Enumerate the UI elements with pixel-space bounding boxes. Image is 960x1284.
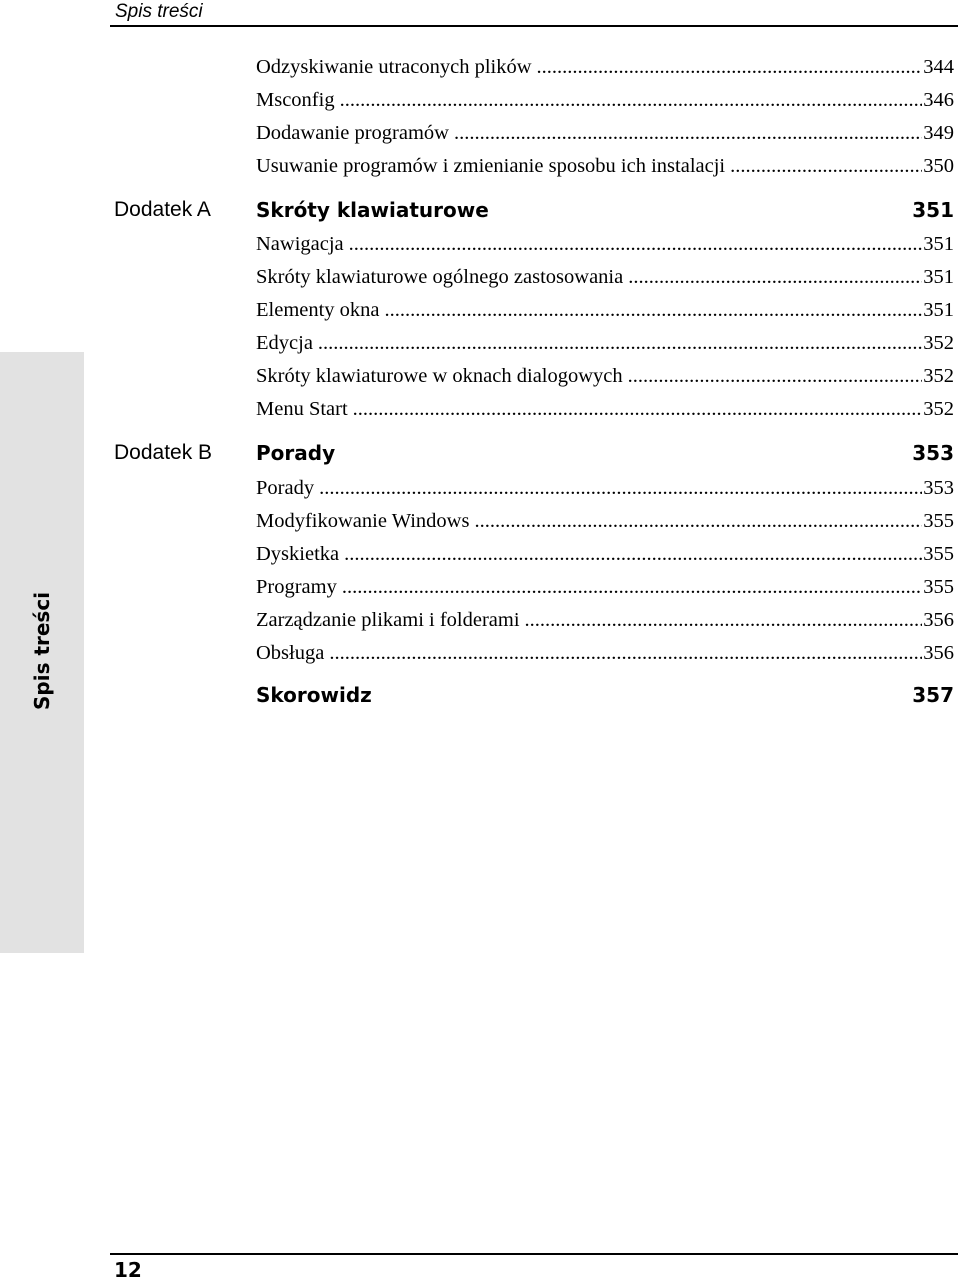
appendix-a-title[interactable]: Skróty klawiaturowe <box>256 198 489 222</box>
toc-entry-page: 356 <box>923 609 954 631</box>
toc-entry[interactable] <box>256 637 954 669</box>
toc-entry-page: 351 <box>923 266 954 288</box>
appendix-b-label: Dodatek B <box>114 441 213 464</box>
toc-entry-title: Usuwanie programów i zmienianie sposobu ich instalacji <box>256 155 726 177</box>
toc-entry-title: Programy <box>256 576 337 598</box>
toc-entry[interactable] <box>256 538 954 570</box>
dot-leader <box>344 538 922 570</box>
dot-leader <box>628 360 923 392</box>
footer-rule <box>110 1253 958 1255</box>
toc-entry-page: 346 <box>923 89 954 111</box>
index-page: 357 <box>912 683 954 707</box>
toc-entry[interactable] <box>256 51 954 83</box>
toc-entry[interactable] <box>256 604 954 636</box>
toc-entry-title: Obsługa <box>256 642 325 664</box>
running-head: Spis treści <box>115 1 203 22</box>
dot-leader <box>340 84 923 116</box>
dot-leader <box>385 294 923 326</box>
page-number: 12 <box>114 1258 142 1282</box>
toc-entry-page: 352 <box>923 398 954 420</box>
dot-leader <box>628 261 922 293</box>
dot-leader <box>319 472 922 504</box>
toc-entry-title: Modyfikowanie Windows <box>256 510 470 532</box>
toc-entry[interactable] <box>256 327 954 359</box>
toc-entry[interactable] <box>256 571 954 603</box>
toc-entry-title: Skróty klawiaturowe ogólnego zastosowania <box>256 266 624 288</box>
toc-entry[interactable] <box>256 294 954 326</box>
toc-entry-title: Skróty klawiaturowe w oknach dialogowych <box>256 365 623 387</box>
dot-leader <box>318 327 922 359</box>
header-rule <box>110 25 958 27</box>
dot-leader <box>329 637 922 669</box>
toc-entry-title: Elementy okna <box>256 299 380 321</box>
dot-leader <box>537 51 923 83</box>
index-title[interactable]: Skorowidz <box>256 683 372 707</box>
dot-leader <box>730 150 922 182</box>
appendix-a-page: 351 <box>912 198 954 222</box>
toc-entry-page: 344 <box>923 56 954 78</box>
toc-entry-title: Zarządzanie plikami i folderami <box>256 609 520 631</box>
toc-entry[interactable] <box>256 505 954 537</box>
toc-entry[interactable] <box>256 393 954 425</box>
toc-entry-page: 351 <box>923 299 954 321</box>
dot-leader <box>454 117 922 149</box>
toc-entry[interactable] <box>256 117 954 149</box>
appendix-a-label: Dodatek A <box>114 198 211 221</box>
toc-entry-title: Dyskietka <box>256 543 340 565</box>
toc-entry-page: 352 <box>923 332 954 354</box>
toc-entry-page: 353 <box>923 477 954 499</box>
toc-entry-page: 352 <box>923 365 954 387</box>
toc-entry-title: Porady <box>256 477 315 499</box>
toc-entry-page: 355 <box>923 543 954 565</box>
toc-entry[interactable] <box>256 472 954 504</box>
toc-entry-page: 356 <box>923 642 954 664</box>
toc-entry-title: Odzyskiwanie utraconych plików <box>256 56 532 78</box>
toc-entry[interactable] <box>256 150 954 182</box>
toc-entry-title: Nawigacja <box>256 233 344 255</box>
appendix-b-title[interactable]: Porady <box>256 441 336 465</box>
toc-entry-title: Menu Start <box>256 398 348 420</box>
toc-entry-page: 355 <box>923 510 954 532</box>
toc-entry[interactable] <box>256 228 954 260</box>
dot-leader <box>342 571 922 603</box>
toc-entry-page: 350 <box>923 155 954 177</box>
toc-entry-title: Edycja <box>256 332 313 354</box>
side-tab-label: Spis treści <box>30 591 54 710</box>
dot-leader <box>474 505 922 537</box>
dot-leader <box>353 393 923 425</box>
toc-entry[interactable] <box>256 360 954 392</box>
toc-entry-page: 351 <box>923 233 954 255</box>
appendix-b-page: 353 <box>912 441 954 465</box>
toc-entry[interactable] <box>256 261 954 293</box>
toc-entry-page: 349 <box>923 122 954 144</box>
toc-entry-title: Dodawanie programów <box>256 122 449 144</box>
toc-entry-page: 355 <box>923 576 954 598</box>
toc-entry[interactable] <box>256 84 954 116</box>
toc-entry-title: Msconfig <box>256 89 335 111</box>
dot-leader <box>349 228 923 260</box>
dot-leader <box>525 604 923 636</box>
